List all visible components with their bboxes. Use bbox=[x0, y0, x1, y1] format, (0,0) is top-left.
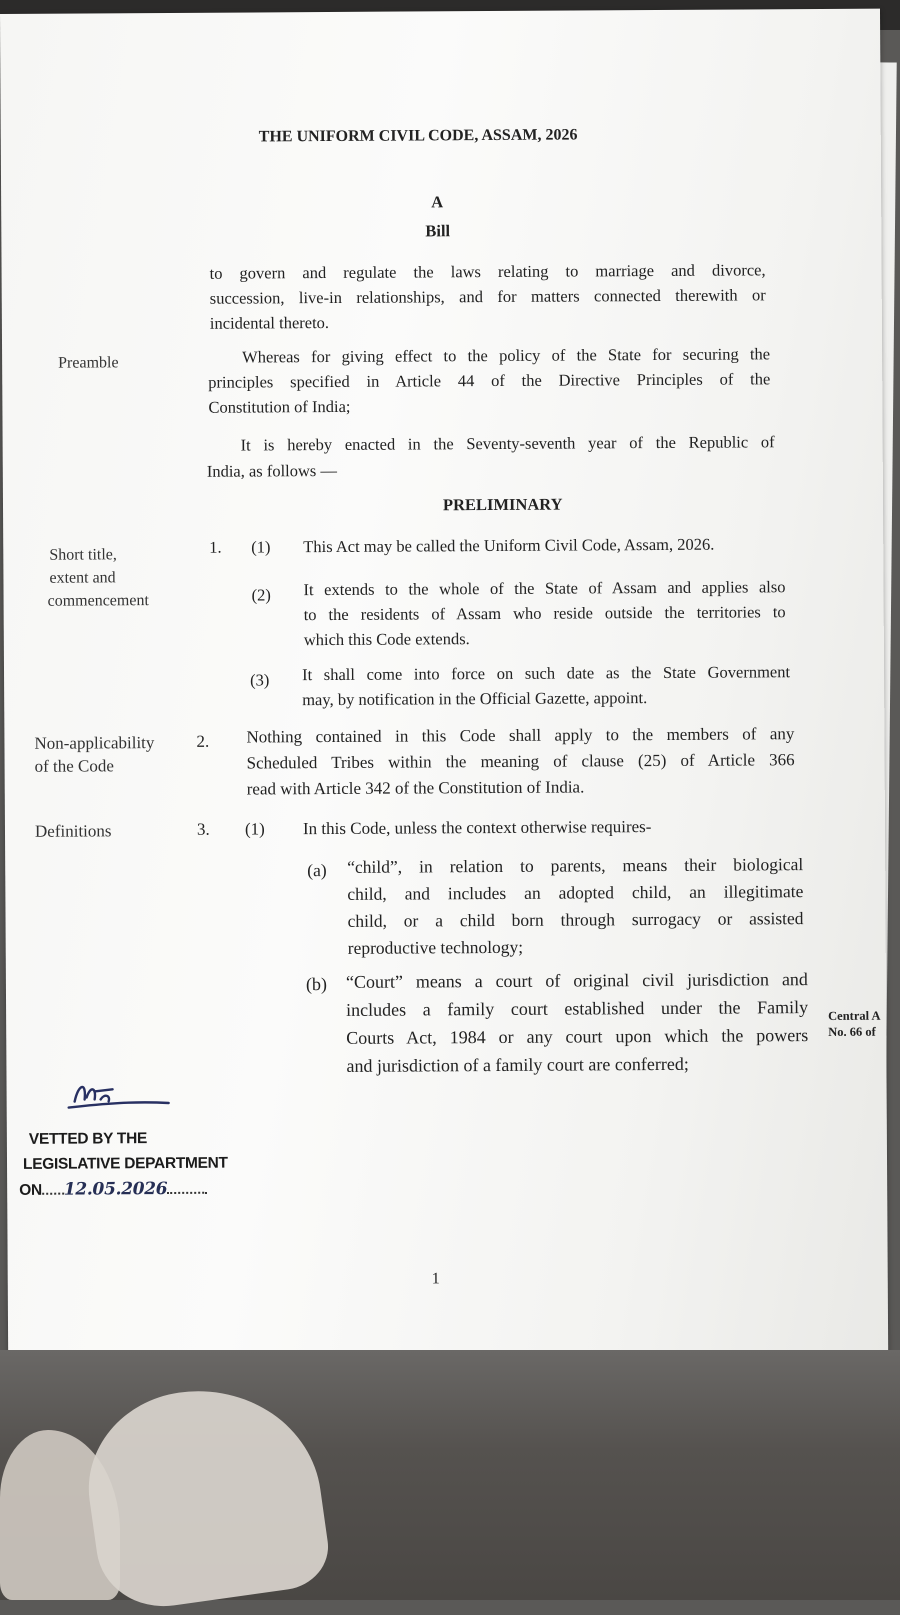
text-line: “Court” means a court of original civil jurisdiction and bbox=[345, 969, 808, 992]
margin-label-definitions: Definitions bbox=[34, 821, 112, 841]
long-title-line: to govern and regulate the laws relating to marriage and divorce, bbox=[209, 260, 766, 283]
preliminary-heading: PRELIMINARY bbox=[442, 494, 563, 515]
text-line: Scheduled Tribes within the meaning of clause (25) of Article 366 bbox=[246, 750, 795, 773]
margin-label-preamble: Preamble bbox=[58, 354, 119, 372]
document-page bbox=[0, 9, 888, 1362]
section-1-sub3-number: (3) bbox=[250, 670, 270, 690]
text-line: Courts Act, 1984 or any court upon which the powers bbox=[346, 1025, 809, 1048]
heading-bill: Bill bbox=[425, 221, 451, 241]
margin-label-line: Non-applicability bbox=[34, 733, 155, 753]
margin-label-line: Short title, bbox=[49, 546, 117, 564]
margin-label-line: extent and bbox=[49, 569, 116, 587]
clause-a-number: (a) bbox=[307, 860, 327, 881]
stamp-line: LEGISLATIVE DEPARTMENT bbox=[22, 1154, 228, 1173]
section-1-sub1-text: This Act may be called the Uniform Civil Code, Assam, 2026. bbox=[303, 534, 715, 557]
text-line: read with Article 342 of the Constitution of India. bbox=[246, 777, 585, 799]
text-line: child, and includes an adopted child, an illegitimate bbox=[347, 881, 804, 904]
text-line: “child”, in relation to parents, means their biological bbox=[347, 854, 804, 877]
stamp-on-label: ON bbox=[19, 1181, 42, 1199]
preamble-line: Whereas for giving effect to the policy of the State for securing the bbox=[242, 344, 771, 367]
text-line: includes a family court established under the Family bbox=[346, 997, 809, 1020]
section-3-sub1-number: (1) bbox=[244, 819, 265, 839]
section-3-number: 3. bbox=[196, 819, 210, 839]
margin-label-line: commencement bbox=[47, 592, 149, 610]
heading-a: A bbox=[431, 192, 444, 212]
page-number: 1 bbox=[431, 1270, 440, 1288]
section-1-sub2-number: (2) bbox=[251, 585, 271, 605]
stamp-date-line bbox=[19, 1178, 207, 1202]
section-2-number: 2. bbox=[196, 731, 210, 751]
preamble-line: principles specified in Article 44 of the Directive Principles of the bbox=[208, 369, 771, 392]
section-3-sub1-text: In this Code, unless the context otherwise requires- bbox=[302, 817, 652, 839]
signature-scribble bbox=[64, 1073, 174, 1114]
text-line: may, by notification in the Official Gazette, appoint. bbox=[302, 688, 648, 710]
text-line: which this Code extends. bbox=[303, 629, 470, 650]
preamble-line: Constitution of India; bbox=[208, 396, 351, 417]
section-1-sub1-number: (1) bbox=[251, 537, 271, 557]
stamp-line: VETTED BY THE bbox=[28, 1130, 148, 1148]
side-note-line: Central A bbox=[828, 1008, 881, 1023]
document-title: THE UNIFORM CIVIL CODE, ASSAM, 2026 bbox=[258, 126, 578, 146]
stamp-handwritten-date: 12.05.2026 bbox=[63, 1179, 168, 1200]
section-1-number: 1. bbox=[209, 537, 222, 557]
text-line: and jurisdiction of a family court are conferred; bbox=[346, 1053, 689, 1076]
long-title-line: incidental thereto. bbox=[209, 312, 330, 333]
text-line: to the residents of Assam who reside outside the territories to bbox=[303, 602, 786, 625]
text-line: reproductive technology; bbox=[347, 936, 524, 958]
side-note-line: No. 66 of bbox=[828, 1024, 876, 1039]
margin-label-line: of the Code bbox=[34, 756, 114, 776]
enacting-line: It is hereby enacted in the Seventy-seventh year of the Republic of bbox=[240, 432, 775, 455]
long-title-line: succession, live-in relationships, and for matters connected therewith or bbox=[209, 285, 766, 308]
text-line: It shall come into force on such date as the State Government bbox=[301, 662, 791, 685]
clause-b-number: (b) bbox=[305, 974, 327, 995]
text-line: child, or a child born through surrogacy or assisted bbox=[347, 908, 804, 931]
text-line: Nothing contained in this Code shall apply to the members of any bbox=[246, 724, 795, 747]
text-line: It extends to the whole of the State of Assam and applies also bbox=[303, 577, 786, 600]
enacting-line: India, as follows — bbox=[206, 460, 338, 481]
